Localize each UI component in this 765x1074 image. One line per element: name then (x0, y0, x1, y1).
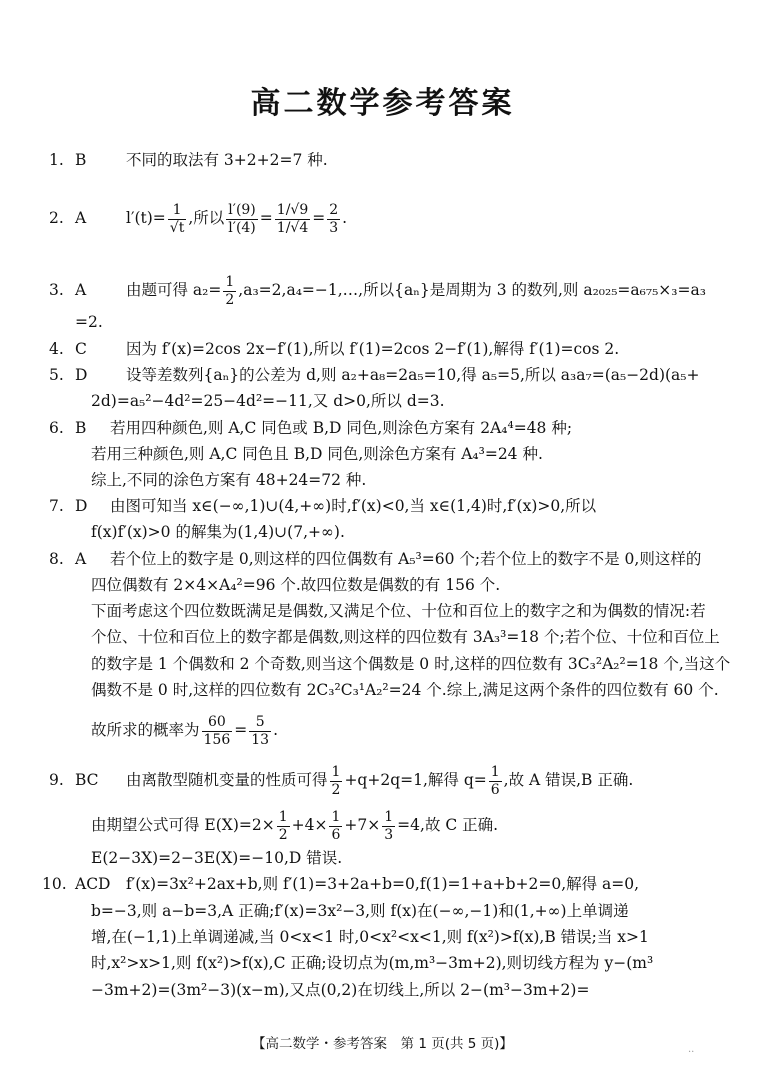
question-number: 6. (49, 419, 64, 437)
fraction: $\frac{l'(9)}{l'(4)}$ (228, 201, 256, 236)
answer-letter: A (75, 209, 87, 227)
page-title: 高二数学参考答案 (250, 86, 515, 121)
question-number: 4. (49, 340, 64, 358)
explanation: 若个位上的数字是 0,则这样的四位偶数有 A₅³=60 个;若个位上的数字不是 0,则这样的 (110, 550, 702, 568)
explanation: l′(t)= $\frac{1}{√t}$ ,所以 $\frac{l'(9)}{l'(4)}$ = $\frac{1/√9}{1/√4}$ = $\frac{2}{3}$ . (126, 201, 348, 236)
explanation: 由图可知当 x∈(−∞,1)∪(4,+∞)时,f′(x)<0,当 x∈(1,4)时,f′(x)>0,所以 (110, 497, 597, 515)
fraction: $\frac{1/√9}{1/√4}$ (276, 201, 309, 236)
fraction: $\frac{1}{3}$ (384, 808, 394, 843)
explanation: 设等差数列{aₙ}的公差为 d,则 a₂+a₈=2a₅=10,得 a₅=5,所以 a₃a₇=(a₅−2d)(a₅+ (126, 366, 700, 384)
question-number: 10. (42, 875, 67, 893)
corner-marks: .. (688, 1044, 695, 1055)
explanation: f′(x)=3x²+2ax+b,则 f′(1)=3+2a+b=0,f(1)=1+a+b+2=0,解得 a=0, (126, 875, 640, 893)
answer-letter: D (75, 366, 88, 384)
explanation: 因为 f′(x)=2cos 2x−f′(1),所以 f′(1)=2cos 2−f′(1),解得 f′(1)=cos 2. (126, 340, 620, 358)
question-number: 1. (49, 151, 64, 169)
question-number: 8. (49, 550, 64, 568)
question-number: 7. (49, 497, 64, 515)
answer-letter: B (75, 419, 87, 437)
explanation: 若用四种颜色,则 A,C 同色或 B,D 同色,则涂色方案有 2A₄⁴=48 种; (110, 419, 573, 437)
question-number: 5. (49, 366, 64, 384)
question-number: 9. (49, 771, 64, 789)
page-footer: 【高二数学・参考答案 第 1 页(共 5 页)】 (252, 1036, 513, 1052)
fraction: $\frac{1}{2}$ (278, 808, 288, 843)
question-number: 2. (49, 209, 64, 227)
fraction: $\frac{5}{13}$ (251, 713, 270, 748)
answer-letter: A (75, 550, 87, 568)
fraction: $\frac{1}{6}$ (490, 763, 500, 798)
fraction: $\frac{2}{3}$ (329, 201, 339, 236)
answer-letter: C (75, 340, 87, 358)
question-number: 3. (49, 281, 64, 299)
explanation: 由离散型随机变量的性质可得 $\frac{1}{2}$ +q+2q=1,解得 q= $\frac{1}{6}$ ,故 A 错误,B 正确. (126, 763, 634, 798)
answer-letter: A (75, 281, 87, 299)
fraction: $\frac{1}{2}$ (225, 273, 235, 308)
answer-letter: D (75, 497, 88, 515)
fraction: $\frac{1}{√t}$ (169, 201, 185, 236)
answer-letter: ACD (75, 875, 111, 893)
answer-letter: B (75, 151, 87, 169)
fraction: $\frac{1}{6}$ (331, 808, 341, 843)
fraction: $\frac{1}{2}$ (331, 763, 341, 798)
explanation: 不同的取法有 3+2+2=7 种. (126, 151, 328, 169)
answer-letter: BC (75, 771, 99, 789)
fraction: $\frac{60}{156}$ (203, 713, 231, 748)
explanation: 由题可得 a₂= $\frac{1}{2}$ ,a₃=2,a₄=−1,…,所以{aₙ}是周期为 3 的数列,则 a₂₀₂₅=a₆₇₅×₃=a₃ (126, 273, 706, 308)
